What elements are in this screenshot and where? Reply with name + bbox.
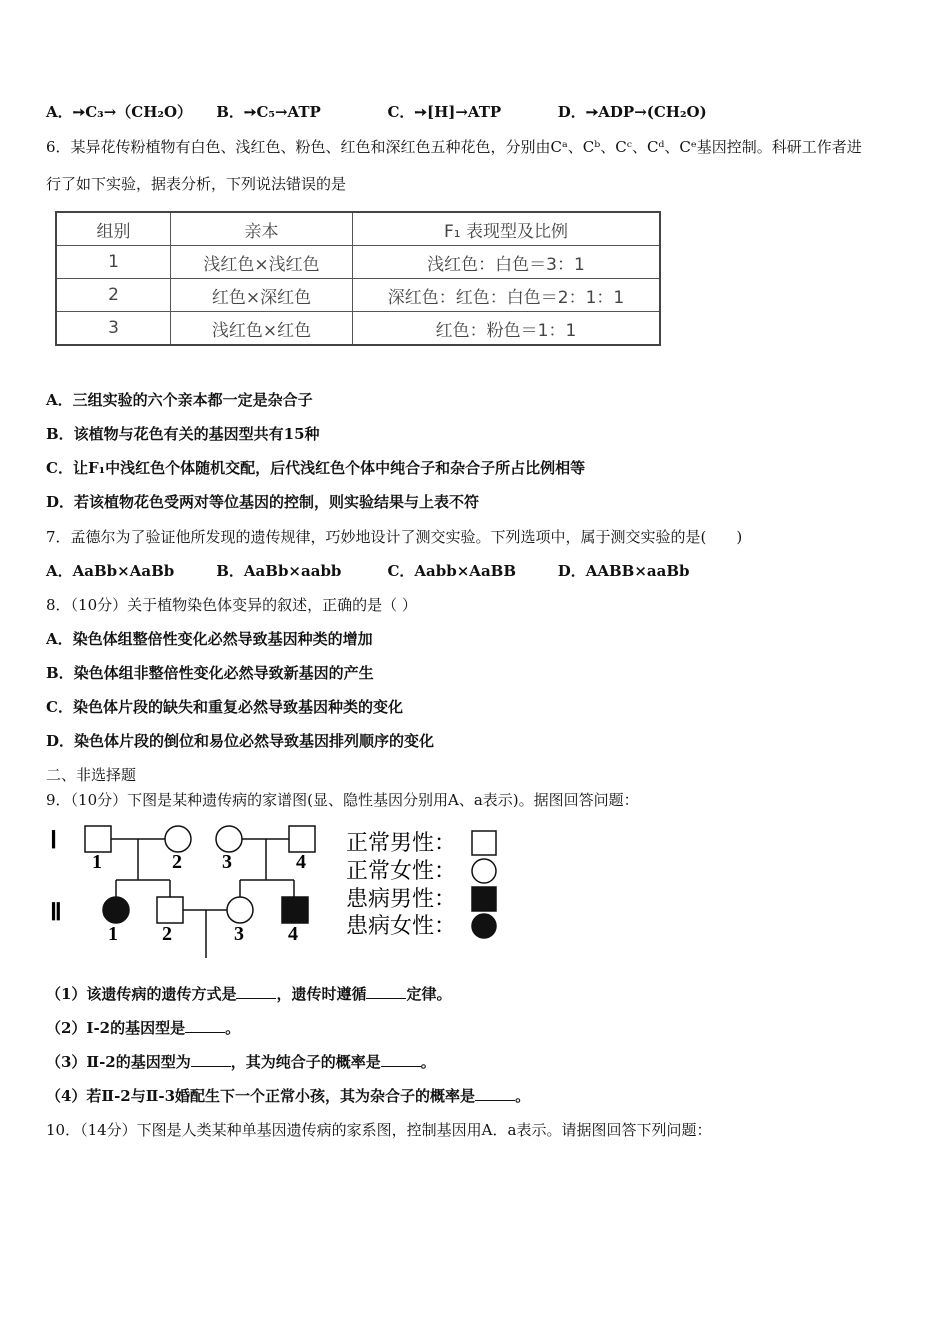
q7-option-c: C．Aabb×AaBB	[387, 562, 517, 580]
female-normal-symbol	[216, 826, 242, 852]
male-affected-symbol	[282, 897, 308, 923]
q5-option-a: A．➙C₃→（CH₂O）	[46, 103, 193, 121]
table-cell: 浅红色×红色	[171, 312, 353, 346]
q9-sub1-text: ，遗传时遵循	[276, 985, 367, 1003]
q6-option-a: A．三组实验的六个亲本都一定是杂合子	[46, 391, 313, 409]
table-cell: 1	[56, 246, 171, 279]
q6-option-c: C．让F₁中浅红色个体随机交配，后代浅红色个体中纯合子和杂合子所占比例相等	[46, 459, 586, 477]
q9-sub3-text: 。	[420, 1053, 436, 1071]
table-row	[56, 246, 660, 279]
gen-label-ii: Ⅱ	[50, 900, 62, 926]
q8-option-c: C．染色体片段的缺失和重复必然导致基因种类的变化	[46, 698, 403, 716]
table-header: 组别	[56, 212, 171, 246]
q5-option-c: C．➙[H]→ATP	[387, 103, 502, 121]
q8-stem: 8．（10分）关于植物染色体变异的叙述，正确的是（ ）	[46, 596, 417, 614]
gen1-num-3: 3	[222, 851, 232, 873]
legend-female-affected-icon	[472, 914, 496, 938]
table-cell: 红色：粉色＝1：1	[353, 312, 661, 346]
legend-male-affected-icon	[472, 887, 496, 911]
q9-sub2	[46, 1018, 240, 1038]
q9-sub1-text: 定律。	[406, 985, 452, 1003]
gen1-num-2: 2	[172, 851, 182, 873]
q7-stem: 7．孟德尔为了验证他所发现的遗传规律，巧妙地设计了测交实验。下列选项中，属于测交实验的是( )	[46, 528, 743, 546]
gen1-num-1: 1	[92, 851, 102, 873]
legend-male-normal-icon	[472, 831, 496, 855]
q6-stem-line2: 行了如下实验，据表分析，下列说法错误的是	[46, 175, 347, 193]
q8-option-a: A．染色体组整倍性变化必然导致基因种类的增加	[46, 630, 373, 648]
table-row	[56, 312, 660, 346]
male-normal-symbol	[85, 826, 111, 852]
pedigree-chart	[40, 818, 520, 958]
q10-stem: 10．（14分）下图是人类某种单基因遗传病的家系图，控制基因用A．a表示。请据图回答下列问题：	[46, 1121, 712, 1139]
q6-table	[55, 211, 661, 346]
q9-sub4	[46, 1086, 530, 1106]
q8-option-b: B．染色体组非整倍性变化必然导致新基因的产生	[46, 664, 374, 682]
female-normal-symbol	[165, 826, 191, 852]
legend-label: 正常女性：	[346, 858, 457, 883]
q7-options	[46, 561, 690, 581]
q9-sub1-text: （1）该遗传病的遗传方式是	[46, 985, 237, 1003]
legend-female-normal-icon	[472, 859, 496, 883]
q9-sub3-text: ，其为纯合子的概率是	[230, 1053, 381, 1071]
table-cell: 3	[56, 312, 171, 346]
answer-blank	[185, 1018, 225, 1033]
q8-option-d: D．染色体片段的倒位和易位必然导致基因排列顺序的变化	[46, 732, 435, 750]
gen2-num-2: 2	[162, 923, 172, 945]
q7-option-d: D．AABB×aaBb	[557, 562, 690, 580]
female-normal-symbol	[227, 897, 253, 923]
q5-option-d: D．➙ADP→(CH₂O)	[557, 103, 707, 121]
q9-stem: 9．（10分）下图是某种遗传病的家谱图(显、隐性基因分别用A、a表示)。据图回答问题：	[46, 791, 639, 809]
q9-sub4-text: 。	[515, 1087, 531, 1105]
table-header: 亲本	[171, 212, 353, 246]
gen2-num-4: 4	[288, 923, 298, 945]
table-cell: 红色×深红色	[171, 279, 353, 312]
section-title: 二、非选择题	[46, 766, 137, 784]
q6-option-d: D．若该植物花色受两对等位基因的控制，则实验结果与上表不符	[46, 493, 480, 511]
q9-sub3-text: （3）Ⅱ-2的基因型为	[46, 1053, 191, 1071]
q5-options	[46, 102, 707, 122]
male-normal-symbol	[289, 826, 315, 852]
answer-blank	[366, 984, 406, 999]
table-cell: 深红色：红色：白色＝2：1：1	[353, 279, 661, 312]
gen1-num-4: 4	[296, 851, 306, 873]
q5-option-b: B．➙C₅→ATP	[216, 103, 321, 121]
q6-stem-line1: 6．某异花传粉植物有白色、浅红色、粉色、红色和深红色五种花色，分别由Cᵃ、Cᵇ、Cᶜ、Cᵈ、Cᵉ基因控制。科研工作者进	[46, 138, 862, 156]
gen2-num-3: 3	[234, 923, 244, 945]
gen-label-i: Ⅰ	[50, 828, 58, 854]
answer-blank	[475, 1086, 515, 1101]
male-normal-symbol	[157, 897, 183, 923]
female-affected-symbol	[103, 897, 129, 923]
q9-sub1	[46, 984, 451, 1004]
q7-option-a: A．AaBb×AaBb	[46, 562, 175, 580]
legend-label: 患病女性：	[346, 913, 457, 938]
legend-label: 正常男性：	[346, 830, 457, 855]
answer-blank	[191, 1052, 231, 1067]
q9-sub4-text: （4）若Ⅱ-2与Ⅱ-3婚配生下一个正常小孩，其为杂合子的概率是	[46, 1087, 476, 1105]
table-cell: 浅红色×浅红色	[171, 246, 353, 279]
table-row	[56, 279, 660, 312]
answer-blank	[381, 1052, 421, 1067]
gen2-num-1: 1	[108, 923, 118, 945]
table-cell: 2	[56, 279, 171, 312]
answer-blank	[236, 984, 276, 999]
q9-sub3	[46, 1052, 436, 1072]
table-header: F₁ 表现型及比例	[353, 212, 661, 246]
table-cell: 浅红色：白色＝3：1	[353, 246, 661, 279]
q9-sub2-text: （2）Ⅰ-2的基因型是	[46, 1019, 186, 1037]
q9-sub2-text: 。	[225, 1019, 241, 1037]
q6-option-b: B．该植物与花色有关的基因型共有15种	[46, 425, 320, 443]
q7-option-b: B．AaBb×aabb	[216, 562, 342, 580]
legend-label: 患病男性：	[346, 886, 457, 911]
